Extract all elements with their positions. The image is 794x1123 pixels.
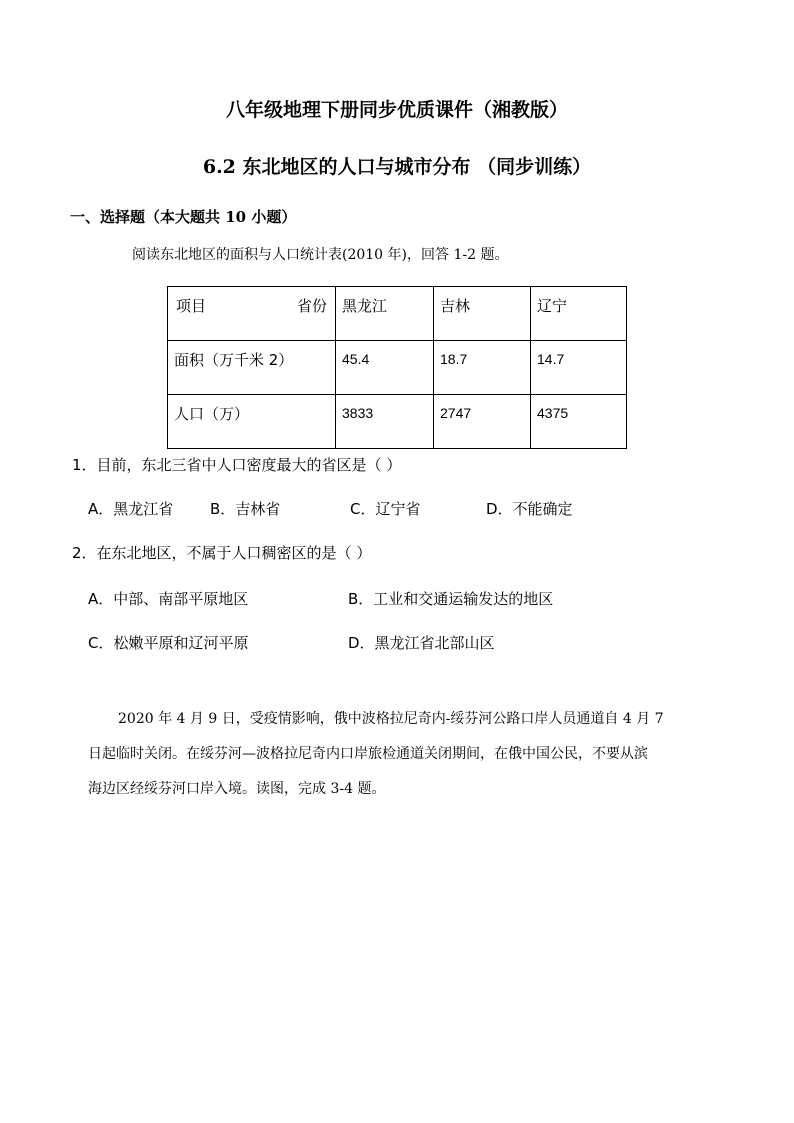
q2-option-c[interactable]: C．松嫩平原和辽河平原 bbox=[88, 634, 249, 652]
q2-option-d[interactable]: D．黑龙江省北部山区 bbox=[348, 634, 495, 652]
passage-line-2: 日起临时关闭。在绥芬河—波格拉尼奇内口岸旅检通道关闭期间，在俄中国公民，不要从滨 bbox=[88, 746, 648, 762]
reading-passage bbox=[88, 702, 728, 807]
q2-option-b[interactable]: B．工业和交通运输发达的地区 bbox=[348, 590, 554, 608]
row-label-area: 面积（万千米 2） bbox=[168, 341, 336, 395]
table-cell: 14.7 bbox=[531, 341, 627, 395]
q2-option-a[interactable]: A．中部、南部平原地区 bbox=[88, 590, 249, 608]
passage-line-3: 海边区经绥芬河口岸入境。读图，完成 3-4 题。 bbox=[88, 781, 386, 797]
table-intro-text: 阅读东北地区的面积与人口统计表(2010 年)，回答 1-2 题。 bbox=[132, 247, 509, 263]
table-header-row bbox=[168, 287, 627, 341]
q1-option-d[interactable]: D．不能确定 bbox=[486, 500, 573, 518]
table-row-population bbox=[168, 395, 627, 449]
document-title: 八年级地理下册同步优质课件（湘教版） bbox=[225, 99, 568, 121]
table-cell: 45.4 bbox=[336, 341, 434, 395]
header-province-label: 省份 bbox=[296, 297, 327, 315]
question-1-stem: 1．目前，东北三省中人口密度最大的省区是（ ） bbox=[72, 456, 402, 474]
column-header-jilin: 吉林 bbox=[434, 287, 531, 341]
q1-option-a[interactable]: A．黑龙江省 bbox=[88, 500, 174, 518]
table-cell: 4375 bbox=[531, 395, 627, 449]
document-subtitle: 6.2 东北地区的人口与城市分布 （同步训练） bbox=[202, 156, 592, 178]
statistics-table bbox=[167, 286, 627, 449]
table-cell: 18.7 bbox=[434, 341, 531, 395]
passage-line-1: 2020 年 4 月 9 日，受疫情影响，俄中波格拉尼奇内-绥芬河公路口岸人员通道自 4 月 7 bbox=[118, 711, 664, 727]
question-2-stem: 2．在东北地区，不属于人口稠密区的是（ ） bbox=[72, 544, 372, 562]
column-header-heilongjiang: 黑龙江 bbox=[336, 287, 434, 341]
table-header-diagonal-cell bbox=[168, 287, 336, 341]
row-label-population: 人口（万） bbox=[168, 395, 336, 449]
table-row-area bbox=[168, 341, 627, 395]
header-item-label: 项目 bbox=[176, 297, 207, 315]
table-cell: 3833 bbox=[336, 395, 434, 449]
q1-option-b[interactable]: B．吉林省 bbox=[210, 500, 281, 518]
section-heading: 一、选择题（本大题共 10 小题） bbox=[70, 208, 297, 226]
q1-option-c[interactable]: C．辽宁省 bbox=[350, 500, 421, 518]
column-header-liaoning: 辽宁 bbox=[531, 287, 627, 341]
table-cell: 2747 bbox=[434, 395, 531, 449]
